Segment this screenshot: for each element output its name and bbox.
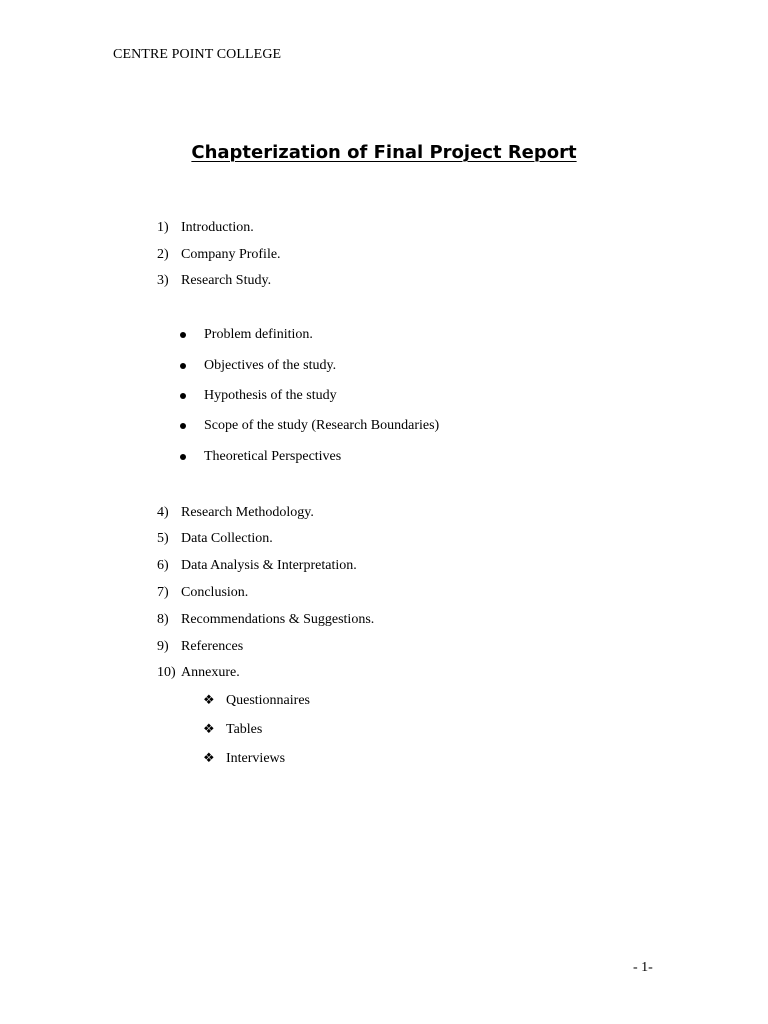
chapter-title: Research Study.	[181, 273, 272, 288]
chapter-title: Conclusion.	[181, 585, 249, 600]
diamond-bullet-icon: ❖	[203, 751, 215, 766]
research-point: Theoretical Perspectives	[204, 449, 342, 464]
annexure-item: Questionnaires	[226, 693, 310, 708]
bullet-icon	[180, 332, 186, 338]
bullet-icon	[180, 454, 186, 460]
chapter-number: 9)	[157, 639, 169, 654]
chapter-number: 3)	[157, 273, 169, 288]
page-title	[0, 142, 768, 163]
annexure-item: Interviews	[226, 751, 286, 766]
chapter-number: 6)	[157, 558, 169, 573]
diamond-bullet-icon: ❖	[203, 693, 215, 708]
chapter-number: 5)	[157, 531, 169, 546]
research-point: Problem definition.	[204, 327, 313, 342]
chapter-number: 10)	[157, 665, 176, 680]
college-header: CENTRE POINT COLLEGE	[113, 47, 282, 62]
chapter-number: 1)	[157, 220, 169, 235]
page-number: - 1-	[633, 960, 653, 975]
page-title-text: Chapterization of Final Project Report	[191, 142, 577, 163]
research-point: Hypothesis of the study	[204, 388, 337, 403]
chapter-title: Data Analysis & Interpretation.	[181, 558, 357, 573]
bullet-icon	[180, 363, 186, 369]
chapter-title: Recommendations & Suggestions.	[181, 612, 375, 627]
chapter-title: Research Methodology.	[181, 505, 314, 520]
chapter-title: Introduction.	[181, 220, 254, 235]
chapter-title: References	[181, 639, 244, 654]
chapter-number: 8)	[157, 612, 169, 627]
chapter-number: 2)	[157, 247, 169, 262]
annexure-item: Tables	[226, 722, 263, 737]
bullet-icon	[180, 393, 186, 399]
research-point: Objectives of the study.	[204, 358, 337, 373]
chapter-number: 4)	[157, 505, 169, 520]
diamond-bullet-icon: ❖	[203, 722, 215, 737]
chapter-title: Company Profile.	[181, 247, 281, 262]
chapter-title: Annexure.	[181, 665, 240, 680]
research-point: Scope of the study (Research Boundaries)	[204, 418, 440, 433]
bullet-icon	[180, 423, 186, 429]
chapter-title: Data Collection.	[181, 531, 273, 546]
chapter-number: 7)	[157, 585, 169, 600]
